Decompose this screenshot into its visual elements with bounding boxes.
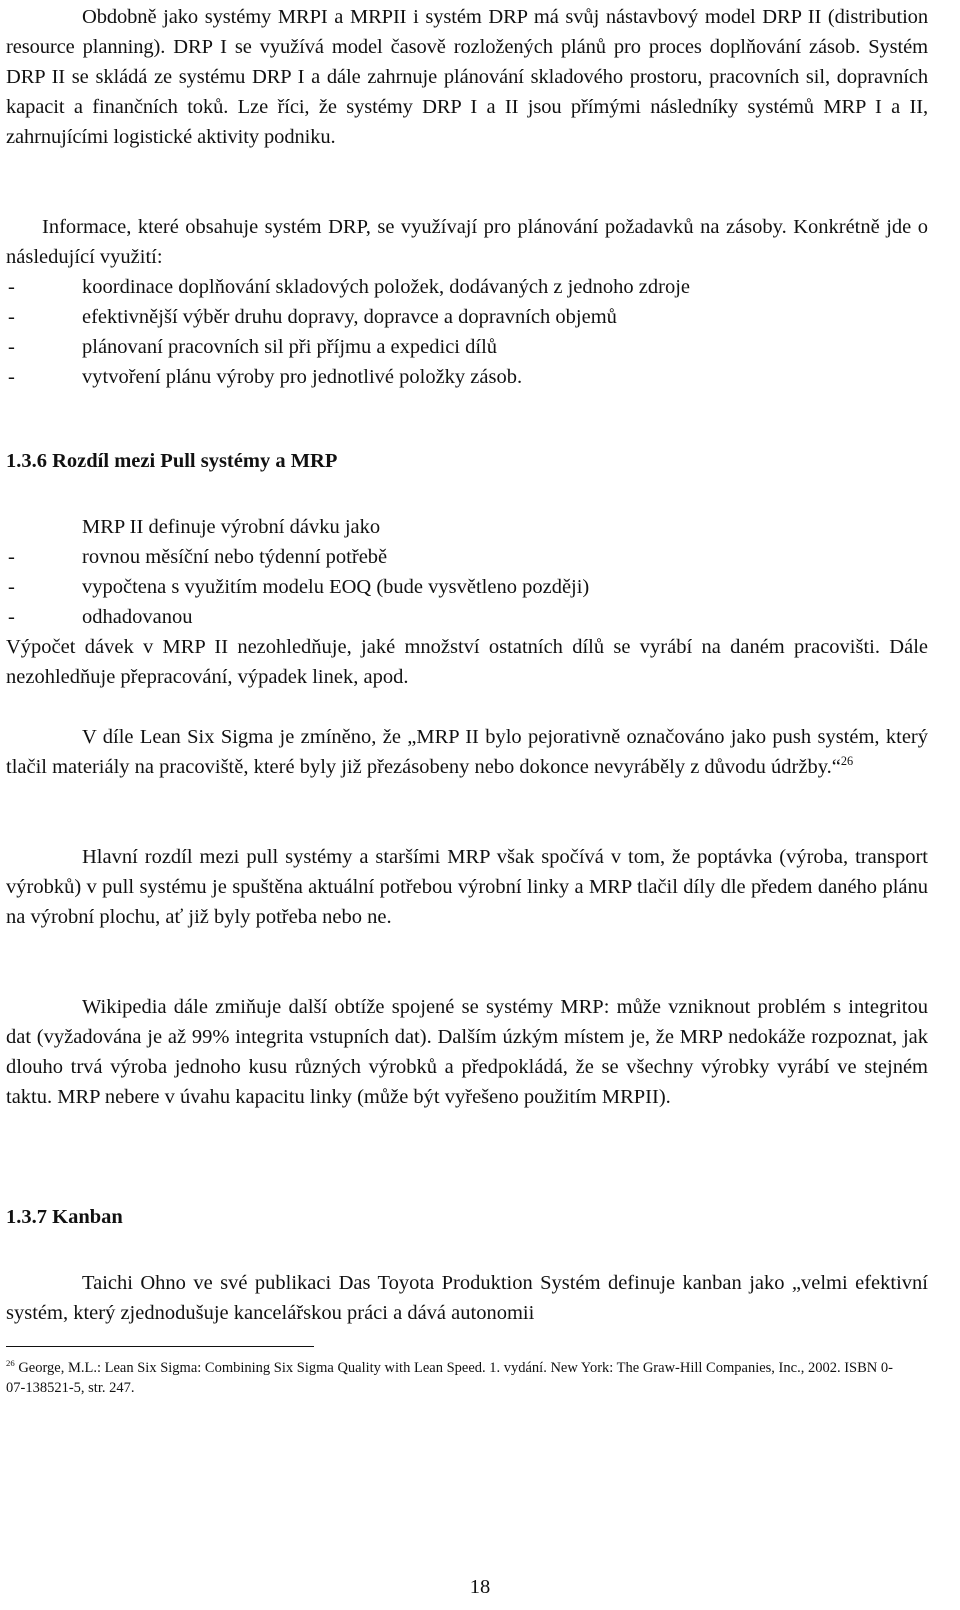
list-item <box>6 332 928 362</box>
drp-uses-list <box>6 272 928 392</box>
list-item <box>6 542 928 572</box>
list-dash: - <box>8 336 15 358</box>
paragraph-drp-ii: Obdobně jako systémy MRPI a MRPII i systém DRP má svůj nástavbový model DRP II (distribution resource planning). DRP I se využívá model časově rozložených plánů pro proces doplňování zásob. Systém DRP II se skládá ze systému DRP I a dále zahrnuje plánování skladového prostoru, pracovních sil, dopravních kapacit a finančních toků. Lze říci, že systémy DRP I a II jsou přímými následníky systémů MRP I a II, zahrnujícími logistické aktivity podniku. <box>6 6 928 148</box>
paragraph-wikipedia: Wikipedia dále zmiňuje další obtíže spojené se systémy MRP: může vzniknout problém s integritou dat (vyžadována je až 99% integrita vstupních dat). Dalším úzkým místem je, že MRP nedokáže rozpoznat, jak dlouho trvá výroba jednoho kusu různých výrobků a předpokládá, že se všechny výrobky vyrábí ve stejném taktu. MRP nebere v úvahu kapacitu linky (může být vyřešeno použitím MRPII). <box>6 996 928 1108</box>
footnote-separator <box>6 1346 314 1347</box>
paragraph-lean-text: V díle Lean Six Sigma je zmíněno, že „MRP II bylo pejorativně označováno jako push systém, který tlačil materiály na pracoviště, které byly již přezásobeny nebo dokonce nevyráběly z důvodu údržby.“ <box>6 726 928 778</box>
list-item-text: koordinace doplňování skladových položek, dodávaných z jednoho zdroje <box>82 276 690 298</box>
list-dash: - <box>8 576 15 598</box>
paragraph-lean-six-sigma <box>6 722 928 782</box>
list-item-text: plánovaní pracovních sil při příjmu a expedici dílů <box>82 336 498 358</box>
paragraph-vypocet: Výpočet dávek v MRP II nezohledňuje, jaké množství ostatních dílů se vyrábí na daném pracovišti. Dále nezohledňuje přepracování, výpadek linek, apod. <box>6 636 928 688</box>
list-item <box>6 602 928 632</box>
list-dash: - <box>8 366 15 388</box>
section-heading-1-3-7: 1.3.7 Kanban <box>6 1206 123 1228</box>
footnote-number: 26 <box>6 1358 15 1369</box>
section-heading-1-3-6: 1.3.6 Rozdíl mezi Pull systémy a MRP <box>6 450 338 472</box>
list-item-text: rovnou měsíční nebo týdenní potřebě <box>82 546 388 568</box>
footnote-reference: 26 <box>840 754 854 769</box>
paragraph-drp-info: Informace, které obsahuje systém DRP, se využívají pro plánování požadavků na zásoby. Konkrétně jde o následující využití: <box>6 216 928 268</box>
paragraph-hlavni-rozdil: Hlavní rozdíl mezi pull systémy a staršími MRP však spočívá v tom, že poptávka (výroba, transport výrobků) v pull systému je spuštěna aktuální potřebou výrobní linky a MRP tlačil díly dle předem daného plánu na výrobní plochu, ať již byly potřeba nebo ne. <box>6 846 928 928</box>
list-dash: - <box>8 276 15 298</box>
list-item <box>6 362 928 392</box>
footnote-text: George, M.L.: Lean Six Sigma: Combining Six Sigma Quality with Lean Speed. 1. vydání. New York: The Graw-Hill Companies, Inc., 2002. ISBN 0-07-138521-5, str. 247. <box>6 1360 893 1396</box>
list-item <box>6 572 928 602</box>
list-dash: - <box>8 546 15 568</box>
list-dash: - <box>8 306 15 328</box>
list-item <box>6 272 928 302</box>
list-item-text: odhadovanou <box>82 606 193 628</box>
mrp-batch-list <box>6 542 928 632</box>
list-item-text: efektivnější výběr druhu dopravy, dopravce a dopravních objemů <box>82 306 617 328</box>
list-item-text: vypočtena s využitím modelu EOQ (bude vysvětleno později) <box>82 576 590 598</box>
list-item-text: vytvoření plánu výroby pro jednotlivé položky zásob. <box>82 366 523 388</box>
mrp-intro-line: MRP II definuje výrobní dávku jako <box>82 516 381 538</box>
list-dash: - <box>8 606 15 628</box>
footnote <box>6 1358 906 1398</box>
page-number: 18 <box>469 1576 491 1598</box>
paragraph-taichi-ohno: Taichi Ohno ve své publikaci Das Toyota Produktion Systém definuje kanban jako „velmi efektivní systém, který zjednodušuje kancelářskou práci a dává autonomii <box>6 1272 928 1324</box>
list-item <box>6 302 928 332</box>
